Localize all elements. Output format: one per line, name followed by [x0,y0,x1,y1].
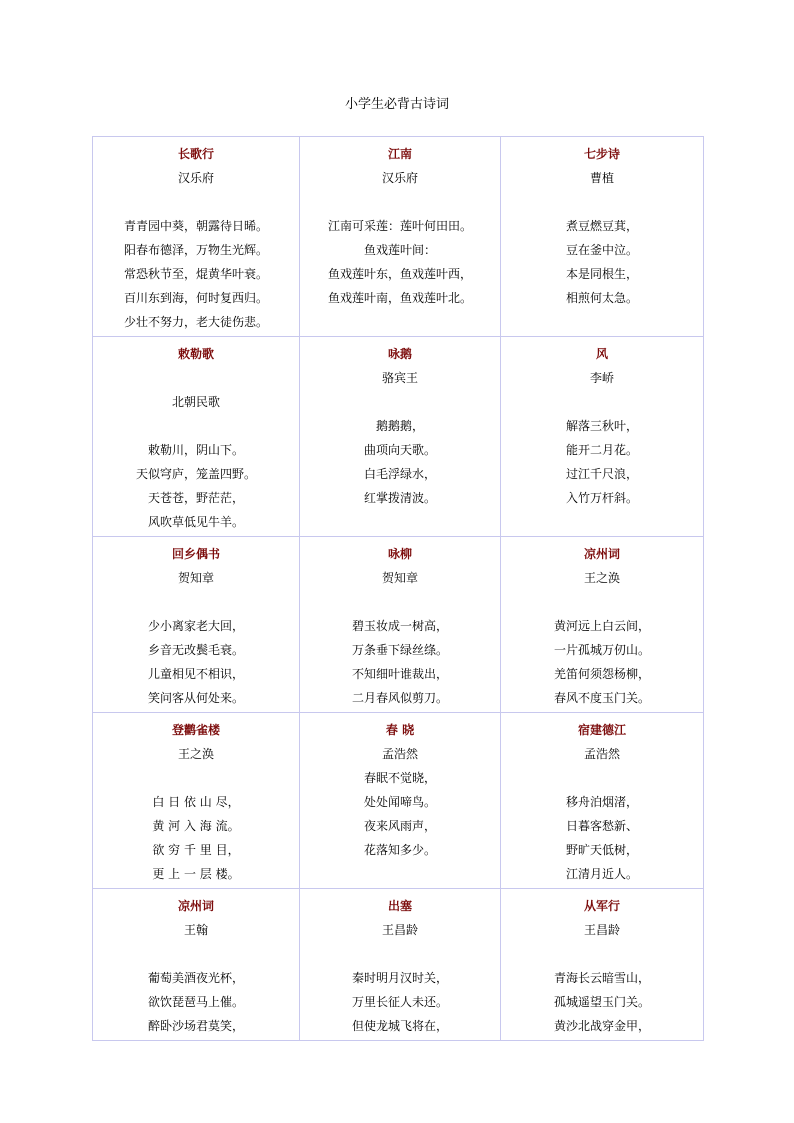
poem-row [93,537,704,713]
poem-line: 一片孤城万仞山。 [553,643,650,657]
poem-line: 阳春布德泽，万物生光辉。 [123,243,268,257]
poem-line: 醉卧沙场君莫笑， [147,1019,244,1033]
poem-title: 长歌行 [177,147,214,161]
poem-cell [300,713,501,889]
poem-lines [503,214,701,310]
poem-cell [501,537,704,713]
poem-line: 江清月近人。 [565,867,638,881]
poem-lines [503,966,701,1038]
poem-author: 李峤 [589,371,614,385]
poem-line: 白毛浮绿水， [363,467,436,481]
poem-title: 敕勒歌 [177,347,214,361]
poem-line: 花落知多少。 [363,843,436,857]
poem-line: 天似穹庐，笼盖四野。 [135,467,256,481]
page-title: 小学生必背古诗词 [344,97,449,112]
poem-lines [95,966,297,1038]
poem-cell [93,137,300,337]
poem-row [93,713,704,889]
poem-title: 江南 [387,147,412,161]
poem-lines [503,614,701,710]
poem-author: 汉乐府 [177,171,214,185]
poem-cell [300,337,501,537]
poem-line: 日暮客愁新、 [565,819,638,833]
poem-line: 处处闻啼鸟。 [363,795,436,809]
poem-cell [501,337,704,537]
poem-line: 秦时明月汉时关， [351,971,448,985]
poem-line: 相煎何太急。 [565,291,638,305]
poem-line: 但使龙城飞将在， [351,1019,448,1033]
poem-line: 鱼戏莲叶东，鱼戏莲叶西， [327,267,472,281]
poem-row [93,137,704,337]
poem-line: 碧玉妆成一树高， [351,619,448,633]
poem-line: 鱼戏莲叶间： [363,243,436,257]
poem-line: 过江千尺浪， [565,467,638,481]
poem-line: 常恐秋节至，焜黄华叶衰。 [123,267,268,281]
poem-line: 羌笛何须怨杨柳， [553,667,650,681]
poem-title: 回乡偶书 [171,547,220,561]
poem-lines [95,790,297,886]
poem-title: 春 晓 [385,723,415,737]
poem-lines [302,214,498,310]
poem-lines [302,766,498,862]
poem-line: 万里长征人未还。 [351,995,448,1009]
poem-cell [93,537,300,713]
poem-title: 风 [595,347,608,361]
poem-title: 登鹳雀楼 [171,723,220,737]
poem-line: 欲 穷 千 里 目， [152,843,240,857]
poem-line: 乡音无改鬓毛衰。 [147,643,244,657]
poem-line: 青青园中葵，朝露待日晞。 [123,219,268,233]
poem-line: 曲项向天歌。 [363,443,436,457]
poem-line: 百川东到海，何时复西归。 [123,291,268,305]
poem-title: 咏鹅 [387,347,412,361]
poem-line: 煮豆燃豆萁， [565,219,638,233]
poem-author: 汉乐府 [381,171,418,185]
poem-line: 笑问客从何处来。 [147,691,244,705]
poem-line: 更 上 一 层 楼。 [152,867,240,881]
poem-lines [503,790,701,886]
poem-title: 咏柳 [387,547,412,561]
poem-line: 鹅鹅鹅， [375,419,424,433]
poem-cell [93,337,300,537]
poem-cell [93,889,300,1041]
poem-line: 春风不度玉门关。 [553,691,650,705]
poem-line: 黄沙北战穿金甲， [553,1019,650,1033]
poem-title: 凉州词 [177,899,214,913]
poem-line: 欲饮琵琶马上催。 [147,995,244,1009]
poem-cell [501,713,704,889]
poem-line: 江南可采莲：莲叶何田田。 [327,219,472,233]
poem-row [93,337,704,537]
poem-line: 移舟泊烟渚， [565,795,638,809]
poem-author: 王昌龄 [381,923,418,937]
poem-line: 不知细叶谁裁出， [351,667,448,681]
poem-author: 贺知章 [381,571,418,585]
poem-line: 敕勒川，阴山下。 [147,443,244,457]
poem-line: 天苍苍，野茫茫， [147,491,244,505]
poem-lines [95,438,297,534]
poem-author: 曹植 [589,171,614,185]
poem-line: 儿童相见不相识， [147,667,244,681]
poem-line: 白 日 依 山 尽， [152,795,240,809]
poem-cell [501,889,704,1041]
poem-title: 宿建德江 [577,723,626,737]
poem-line: 野旷天低树， [565,843,638,857]
poem-cell [300,137,501,337]
poem-line: 能开二月花。 [565,443,638,457]
poem-lines [302,414,498,510]
poem-line: 万条垂下绿丝绦。 [351,643,448,657]
poem-line: 少壮不努力，老大徒伤悲。 [123,315,268,329]
poem-line: 二月春风似剪刀。 [351,691,448,705]
poem-lines [302,614,498,710]
poem-author: 王之涣 [177,747,214,761]
poem-author: 骆宾王 [381,371,418,385]
poem-line: 青海长云暗雪山， [553,971,650,985]
poem-line: 鱼戏莲叶南，鱼戏莲叶北。 [327,291,472,305]
poem-lines [95,614,297,710]
poem-row [93,889,704,1041]
poem-line: 葡萄美酒夜光杯， [147,971,244,985]
poem-title: 从军行 [583,899,620,913]
poem-author: 贺知章 [177,571,214,585]
poem-author: 孟浩然 [583,747,620,761]
poem-line: 入竹万杆斜。 [565,491,638,505]
poem-line: 少小离家老大回， [147,619,244,633]
poem-author: 王昌龄 [583,923,620,937]
poem-line: 豆在釜中泣。 [565,243,638,257]
poem-lines [503,414,701,510]
poem-line: 春眠不觉晓， [363,771,436,785]
poem-author: 王之涣 [583,571,620,585]
poem-line: 解落三秋叶， [565,419,638,433]
poem-author: 王翰 [183,923,208,937]
poem-lines [302,966,498,1038]
poem-author: 孟浩然 [381,747,418,761]
poem-line: 夜来风雨声， [363,819,436,833]
poem-line: 红掌拨清波。 [363,491,436,505]
poem-lines [95,214,297,334]
poem-cell [300,537,501,713]
poem-line: 黄河远上白云间， [553,619,650,633]
poem-cell [300,889,501,1041]
poem-title: 出塞 [387,899,412,913]
poem-table [92,136,704,1041]
poem-line: 本是同根生， [565,267,638,281]
poem-title: 凉州词 [583,547,620,561]
poem-cell [501,137,704,337]
poem-line: 孤城遥望玉门关。 [553,995,650,1009]
poem-line: 黄 河 入 海 流。 [152,819,240,833]
poem-title: 七步诗 [583,147,620,161]
poem-author: 北朝民歌 [171,395,220,409]
poem-cell [93,713,300,889]
poem-line: 风吹草低见牛羊。 [147,515,244,529]
